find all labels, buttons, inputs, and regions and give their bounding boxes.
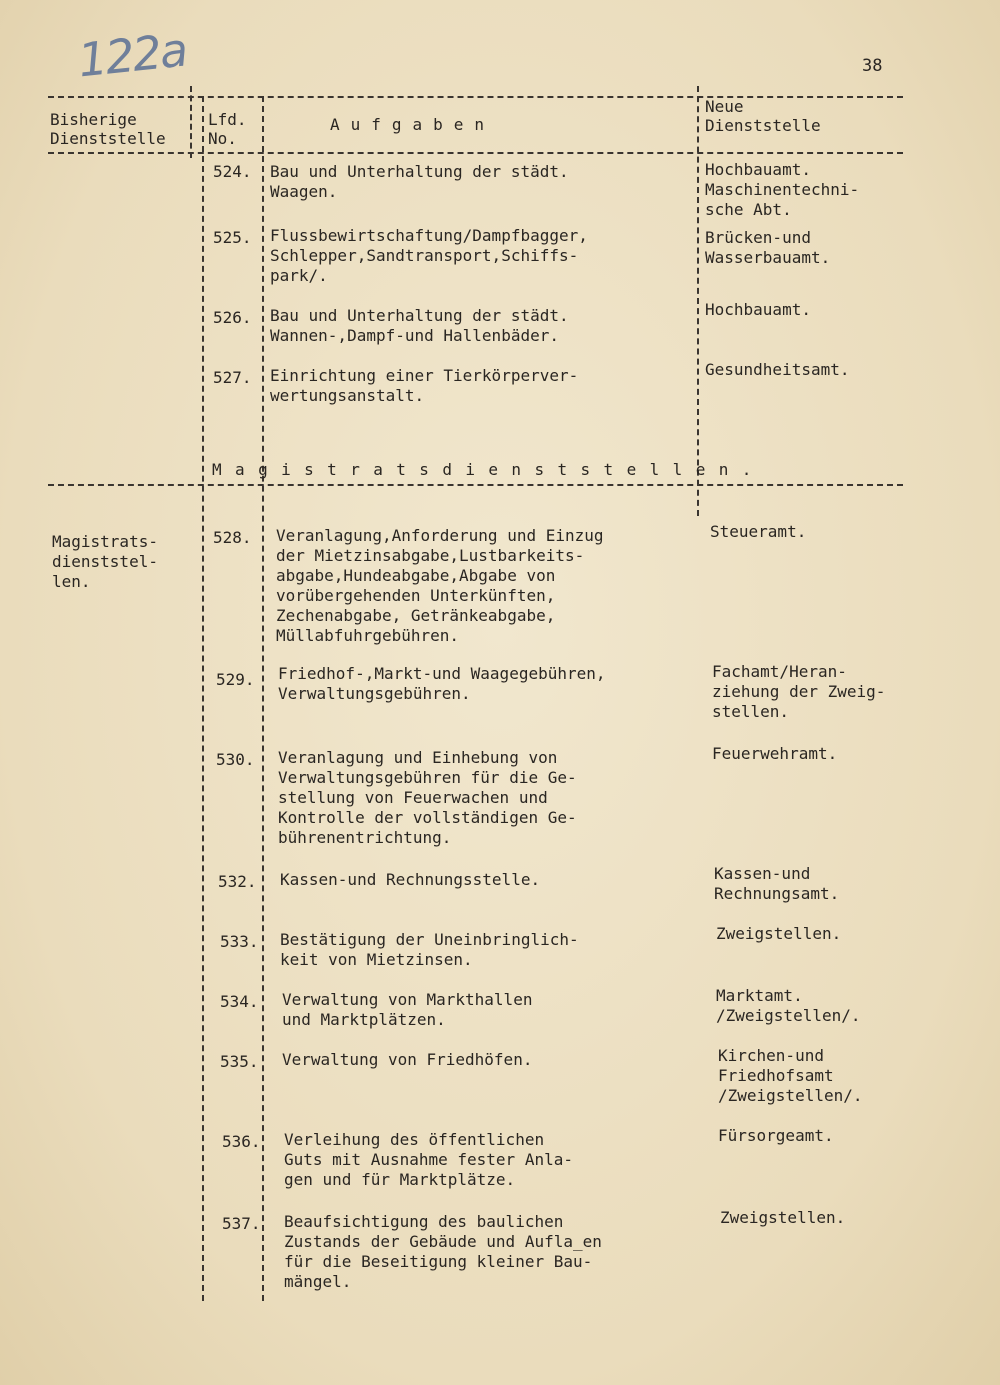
header-new-office: Neue Dienststelle [705,97,821,135]
row-new-office: Kirchen-und Friedhofsamt /Zweigstellen/. [718,1046,863,1105]
row-number: 529. [216,670,255,689]
table-header-rule [48,152,903,154]
row-new-office: Fachamt/Heran- ziehung der Zweig- stellen. [712,662,886,721]
row-task: Flussbewirtschaftung/Dampfbagger, Schlepper,Sandtransport,Schiffs- park/. [270,226,588,285]
row-task: Veranlagung und Einhebung von Verwaltungsgebühren für die Ge- stellung von Feuerwachen und Kontrolle der vollständigen Ge- bührenentrichtung. [278,748,577,847]
row-number: 537. [222,1214,261,1233]
row-number: 532. [218,872,257,891]
row-number: 524. [213,162,252,181]
header-tasks: Aufgaben [330,115,496,134]
row-new-office: Hochbauamt. Maschinentechni- sche Abt. [705,160,860,219]
header-old-office: Bisherige Dienststelle [50,110,166,148]
column-divider-no-left [202,96,204,1301]
row-task: Bau und Unterhaltung der städt. Waagen. [270,162,569,201]
row-number: 526. [213,308,252,327]
header-number: Lfd. No. [208,110,247,148]
handwritten-archive-number: 122a [75,22,189,88]
row-task: Veranlagung,Anforderung und Einzug der Mietzinsabgabe,Lustbarkeits- abgabe,Hundeabgabe,Abgabe von vorübergehenden Unterkünften, Zechenabgabe, Getränkeabgabe, Müllabfuhrgebühren. [276,526,604,645]
row-number: 535. [220,1052,259,1071]
row-task: Friedhof-,Markt-und Waagegebühren, Verwaltungsgebühren. [278,664,606,703]
row-new-office: Brücken-und Wasserbauamt. [705,228,831,267]
row-new-office: Kassen-und Rechnungsamt. [714,864,840,903]
column-divider-tasks [697,86,699,516]
row-number: 530. [216,750,255,769]
row-new-office: Fürsorgeamt. [718,1126,834,1145]
row-task: Bau und Unterhaltung der städt. Wannen-,Dampf-und Hallenbäder. [270,306,569,345]
row-new-office: Hochbauamt. [705,300,811,319]
row-number: 525. [213,228,252,247]
column-divider-old [190,86,192,158]
section-title: Magistratsdienststellen. [212,460,765,479]
row-task: Einrichtung einer Tierkörperver- wertungsanstalt. [270,366,579,405]
row-new-office: Zweigstellen. [716,924,842,943]
row-number: 534. [220,992,259,1011]
row-task: Kassen-und Rechnungsstelle. [280,870,541,889]
row-task: Beaufsichtigung des baulichen Zustands der Gebäude und Aufla_en für die Beseitigung kleiner Bau- mängel. [284,1212,602,1291]
row-number: 528. [213,528,252,547]
row-task: Bestätigung der Uneinbringlich- keit von Mietzinsen. [280,930,579,969]
row-task: Verwaltung von Friedhöfen. [282,1050,533,1069]
column-divider-no-right [262,96,264,1301]
row-new-office: Steueramt. [710,522,807,541]
row-number: 533. [220,932,259,951]
row-number: 527. [213,368,252,387]
row-task: Verleihung des öffentlichen Guts mit Ausnahme fester Anla- gen und für Marktplätze. [284,1130,573,1189]
row-new-office: Marktamt. /Zweigstellen/. [716,986,861,1025]
row-old-office: Magistrats- dienststel- len. [52,532,158,591]
row-task: Verwaltung von Markthallen und Marktplätzen. [282,990,533,1029]
page-number: 38 [862,56,883,76]
row-new-office: Gesundheitsamt. [705,360,850,379]
row-new-office: Zweigstellen. [720,1208,846,1227]
row-number: 536. [222,1132,261,1151]
row-new-office: Feuerwehramt. [712,744,838,763]
section-rule [48,484,903,486]
